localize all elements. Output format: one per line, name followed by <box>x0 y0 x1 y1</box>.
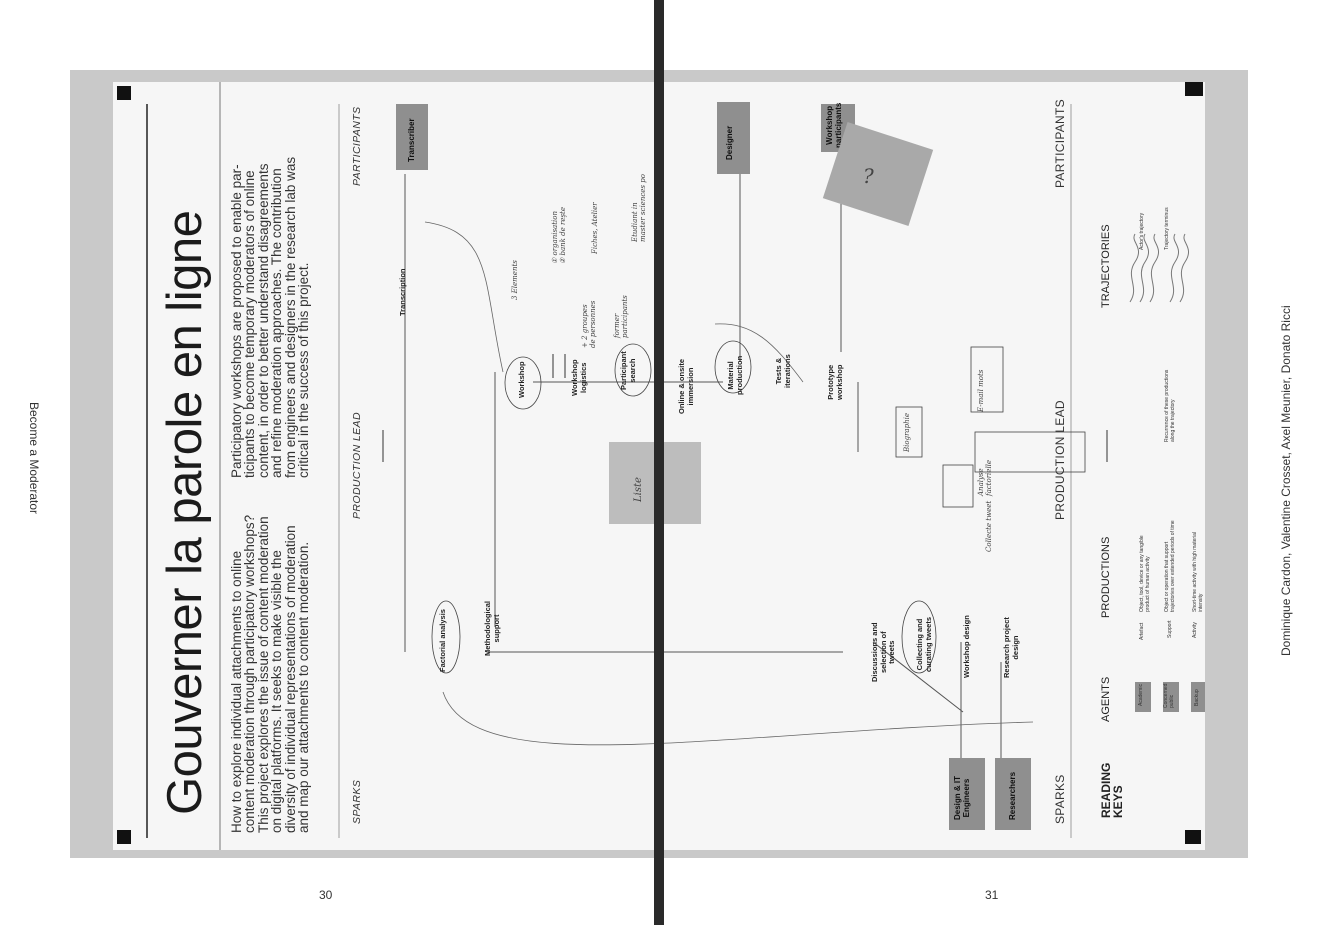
legend-activity-desc: Short-time activity with high material intensity <box>1192 531 1204 612</box>
node-research-project-design: Research project design <box>1002 617 1020 678</box>
handwritten-note: 3 Elements <box>511 260 519 300</box>
handwritten-note: former participants <box>613 295 629 338</box>
legend-productions-heading: PRODUCTIONS <box>1100 536 1112 618</box>
legend-trajectories-heading: TRAJECTORIES <box>1100 224 1112 308</box>
agent-label-design-it-engineers: Design & IT Engineers <box>953 775 971 820</box>
right-page-number: 31 <box>985 888 999 902</box>
node-prototype-workshop: Prototype workshop <box>826 364 844 400</box>
sticky-note-right-text: ? <box>863 164 874 188</box>
legend-activity: Activity <box>1192 622 1198 638</box>
legend-agent-backup: Backup <box>1194 689 1200 706</box>
poster-intro: How to explore individual attachments to online content moderation through participatory workshops? This project explores the issue of content moderation on digital platforms. It seeks to make visible the diversity of individual representations of moderation and map our attachments to content moderation. <box>229 514 312 833</box>
handwritten-note: Collecte tweet <box>985 500 993 552</box>
left-running-head: Become a Moderator <box>27 402 41 515</box>
label-sparks-top: SPARKS <box>351 779 363 824</box>
handwritten-note: + 2 groupes de personnes <box>581 300 597 348</box>
handwritten-note: Analyse factorielle <box>977 459 993 496</box>
legend-artefact-desc: Object, tool, device or any tangible product of human activity <box>1139 535 1151 612</box>
label-participants-bottom: PARTICIPANTS <box>1053 99 1067 188</box>
node-material-production: Material production <box>726 355 744 395</box>
node-online-onsite-immersion: Online & onsite immersion <box>677 358 695 414</box>
book-spine <box>654 0 664 925</box>
legend-support: Support <box>1167 620 1173 638</box>
node-workshop-design: Workshop design <box>962 615 971 678</box>
handwritten-note: ① organisation ② bank de reşte <box>551 206 567 264</box>
legend-agent-academic: Academic <box>1138 684 1144 706</box>
agent-label-workshop-participants: Workshop participants <box>825 102 843 148</box>
node-workshop: Workshop <box>517 361 526 398</box>
node-tests-iterations: Tests & iterations <box>774 354 792 388</box>
node-workshop-logistics: Workshop logistics <box>570 359 588 396</box>
node-factorial-analysis: Factorial analysis <box>438 609 447 672</box>
sticky-note-left-text: Liste <box>633 477 644 502</box>
handwritten-note: Biographie <box>903 413 911 452</box>
legend-artefact: Artefact <box>1139 622 1145 640</box>
legend-recurrence: Recurrence of these productions along the trajectory <box>1164 369 1176 442</box>
label-participants-top: PARTICIPANTS <box>351 106 363 186</box>
legend-actors-trajectory: Actor's trajectory <box>1139 212 1145 250</box>
legend-trajectory-waves <box>1125 232 1195 312</box>
poster-title: Gouverner la parole en ligne <box>158 210 212 815</box>
label-production-lead-bottom: PRODUCTION LEAD <box>1053 400 1067 520</box>
agent-label-designer: Designer <box>725 125 734 160</box>
node-participant-search: Participant search <box>619 351 637 390</box>
left-page-number: 30 <box>319 888 333 902</box>
node-discussions-selection: Discussions and selection of tweets <box>870 622 896 682</box>
node-methodological-support: Methodological support <box>483 601 501 656</box>
poster-description: Participatory workshops are proposed to enable par- ticipants to become temporary moderators of online content, in order to better understand disagreements and refine moderation approaches. The contribution from engineers and designers in the research lab was critical in the success of this project. <box>229 156 312 478</box>
handwritten-note: Etudiant in master sciences po <box>631 174 647 242</box>
node-transcription: Transcription <box>398 268 407 316</box>
handwritten-note: E-mail mots <box>977 369 985 412</box>
legend-reading-keys: READING KEYS <box>1099 762 1125 818</box>
node-collecting-curating: Collecting and curating tweets <box>915 616 933 672</box>
label-sparks-bottom: SPARKS <box>1053 774 1067 824</box>
right-running-head: Dominique Cardon, Valentine Crosset, Axel Meunier, Donato Ricci <box>1279 305 1293 656</box>
agent-label-transcriber: Transcriber <box>407 118 416 162</box>
legend-support-desc: Object or operation that support trajectories over extended periods of time <box>1164 520 1176 612</box>
legend-agent-concerned-public: Concerned public <box>1163 683 1175 708</box>
legend-agents-heading: AGENTS <box>1100 676 1112 722</box>
legend-trajectory-terminus: Trajectory terminus <box>1164 207 1170 250</box>
handwritten-note: Fiches, Atelier <box>591 202 599 254</box>
label-production-lead-top: PRODUCTION LEAD <box>351 412 363 519</box>
agent-label-researchers: Researchers <box>1008 771 1017 820</box>
